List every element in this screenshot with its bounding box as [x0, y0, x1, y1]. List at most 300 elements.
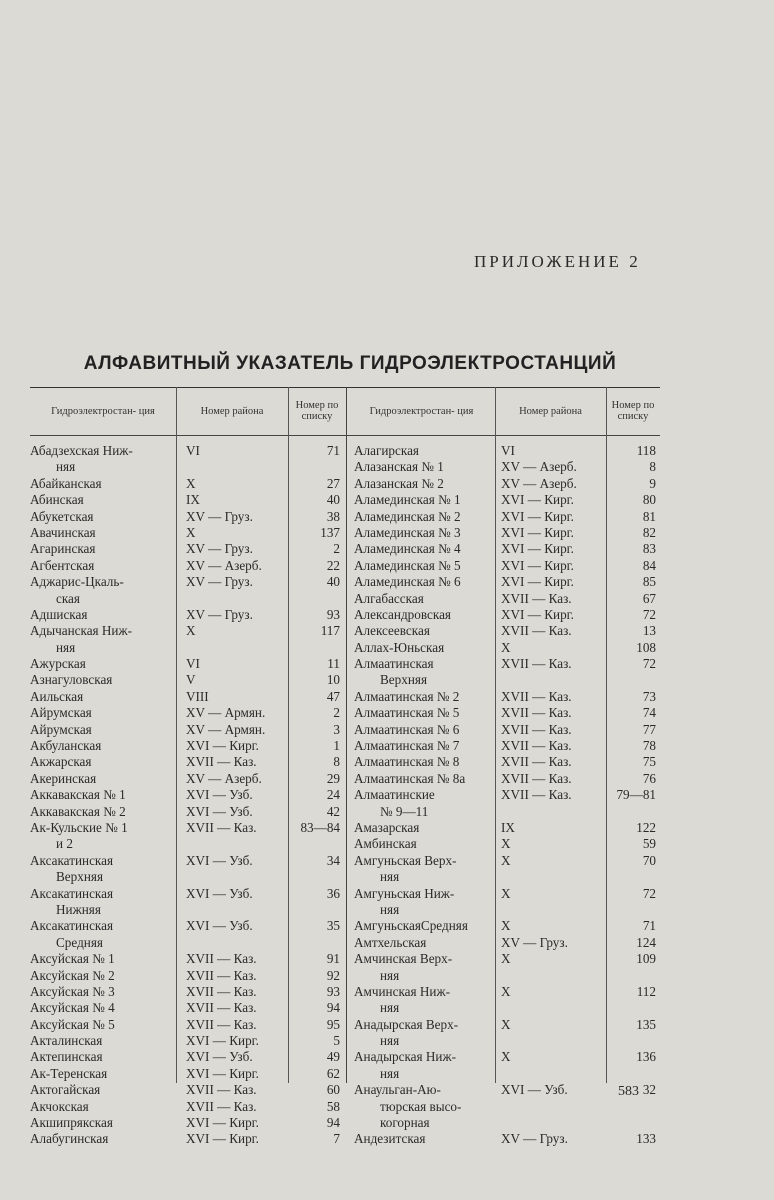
table-row [348, 689, 660, 705]
district-number: XVI — Кирг. [186, 1065, 259, 1081]
table-row [348, 541, 660, 557]
list-number: 137 [320, 524, 340, 540]
list-number: 108 [636, 639, 656, 655]
district-number: XVI — Кирг. [501, 606, 574, 622]
district-number: XV — Армян. [186, 721, 266, 737]
header-district-right: Номер района [519, 405, 582, 417]
table-row [348, 672, 660, 688]
district-number: X [186, 475, 196, 491]
station-name: Аксуйская № 2 [30, 967, 115, 983]
table-row [348, 640, 660, 656]
district-number: XVII — Каз. [501, 754, 572, 770]
table-row [348, 607, 660, 623]
table-row [348, 820, 660, 836]
district-number: XVI — Кирг. [501, 574, 574, 590]
table-row [30, 754, 346, 770]
table-row [30, 836, 346, 852]
station-name: Аламединская № 1 [354, 492, 461, 508]
station-name: Амчинская Ниж- [354, 983, 450, 999]
station-name: Анадырская Верх- [354, 1016, 459, 1032]
table-row [30, 525, 346, 541]
station-name: Актогайская [30, 1082, 101, 1098]
table-row [30, 607, 346, 623]
table-row [348, 1131, 660, 1147]
district-number: X [501, 885, 511, 901]
list-number: 93 [326, 983, 340, 999]
station-name: няя [56, 639, 76, 655]
table-row [30, 672, 346, 688]
table-row [348, 902, 660, 918]
station-name: няя [380, 901, 400, 917]
table-row [30, 689, 346, 705]
station-name: ская [56, 590, 80, 606]
station-name: Верхняя [380, 672, 428, 688]
list-number: 84 [642, 557, 656, 573]
table-row [348, 1066, 660, 1082]
table-row [348, 968, 660, 984]
district-number: X [501, 1016, 511, 1032]
table-row [348, 1017, 660, 1033]
station-name: Акшипрякская [30, 1115, 113, 1131]
list-number: 77 [642, 721, 656, 737]
list-number: 85 [642, 574, 656, 590]
district-number: XVII — Каз. [501, 787, 572, 803]
table-row [348, 836, 660, 852]
table-row [30, 1049, 346, 1065]
station-name: Абинская [30, 492, 84, 508]
district-number: X [501, 639, 511, 655]
table-row [30, 476, 346, 492]
list-number: 72 [642, 656, 656, 672]
table-row [348, 1000, 660, 1016]
header-station-left: Гидроэлектростан- ция [51, 405, 155, 417]
table-row [348, 984, 660, 1000]
station-name: няя [380, 967, 400, 983]
district-number: XVI — Узб. [186, 787, 253, 803]
station-name: Алмаатинская № 8 [354, 754, 460, 770]
list-number: 71 [326, 443, 340, 458]
station-name: Алагирская [354, 443, 419, 458]
district-number: XVI — Кирг. [501, 524, 574, 540]
station-name: Аджарис-Цкаль- [30, 574, 124, 590]
table-row [30, 918, 346, 934]
table-row [348, 459, 660, 475]
district-number: VI [186, 443, 200, 458]
district-number: X [501, 983, 511, 999]
station-name: № 9—11 [380, 803, 429, 819]
station-name: Алексеевская [354, 623, 430, 639]
list-number: 29 [326, 770, 340, 786]
station-name: Аксуйская № 4 [30, 1000, 115, 1016]
district-number: XVI — Узб. [186, 1049, 253, 1065]
table-row [30, 1115, 346, 1131]
list-number: 22 [326, 557, 340, 573]
station-name: Алмаатинские [354, 787, 435, 803]
station-name: Аккавакская № 1 [30, 787, 126, 803]
district-number: XVII — Каз. [501, 623, 572, 639]
list-number: 83 [642, 541, 656, 557]
district-number: VI [186, 656, 200, 672]
district-number: XVI — Кирг. [501, 508, 574, 524]
list-number: 58 [326, 1098, 340, 1114]
district-number: XV — Груз. [186, 606, 253, 622]
table-row [348, 574, 660, 590]
list-number: 124 [636, 934, 656, 950]
table-row [30, 574, 346, 590]
station-name: Амгуньская Верх- [354, 852, 457, 868]
district-number: XVII — Каз. [186, 754, 257, 770]
station-name: Акчокская [30, 1098, 89, 1114]
table-row [348, 1049, 660, 1065]
table-row [348, 1099, 660, 1115]
list-number: 7 [333, 1131, 340, 1147]
district-number: XVI — Кирг. [501, 557, 574, 573]
left-column-rows [30, 443, 346, 1148]
station-name: Аксуйская № 5 [30, 1016, 115, 1032]
list-number: 35 [326, 918, 340, 934]
station-name: Айрумская [30, 721, 92, 737]
station-name: Алмаатинская № 2 [354, 688, 460, 704]
list-number: 83—84 [300, 819, 340, 835]
station-name: Алмаатинская № 8а [354, 770, 466, 786]
district-number: XVII — Каз. [186, 967, 257, 983]
table-row [348, 705, 660, 721]
district-number: X [501, 951, 511, 967]
list-number: 38 [326, 508, 340, 524]
list-number: 78 [642, 738, 656, 754]
station-name: Акжарская [30, 754, 92, 770]
table-row [30, 787, 346, 803]
list-number: 72 [642, 885, 656, 901]
list-number: 92 [326, 967, 340, 983]
table-row [30, 935, 346, 951]
station-name: Ак-Теренская [30, 1065, 108, 1081]
station-name: Аксакатинская [30, 918, 114, 934]
list-number: 24 [326, 787, 340, 803]
table-row [348, 443, 660, 459]
table-row [30, 1066, 346, 1082]
district-number: XV — Груз. [501, 934, 568, 950]
table-row [348, 656, 660, 672]
district-number: XV — Армян. [186, 705, 266, 721]
station-name: Агаринская [30, 541, 96, 557]
table-row [348, 509, 660, 525]
list-number: 118 [636, 443, 656, 458]
district-number: V [186, 672, 196, 688]
station-name: Алазанская № 2 [354, 475, 444, 491]
district-number: XV — Азерб. [186, 557, 262, 573]
station-name: Анаульган-Аю- [354, 1082, 441, 1098]
list-number: 3 [333, 721, 340, 737]
station-name: Нижняя [56, 901, 101, 917]
station-name: Аксуйская № 1 [30, 951, 115, 967]
list-number: 8 [649, 459, 656, 475]
station-name: няя [380, 1033, 400, 1049]
station-name: Алабугинская [30, 1131, 109, 1147]
list-number: 76 [642, 770, 656, 786]
list-number: 8 [333, 754, 340, 770]
station-name: Амгуньская Ниж- [354, 885, 455, 901]
district-number: XVII — Каз. [501, 656, 572, 672]
district-number: XV — Груз. [501, 1131, 568, 1147]
header-district-left: Номер района [200, 405, 264, 417]
list-number: 32 [642, 1082, 656, 1098]
table-row [30, 968, 346, 984]
list-number: 122 [636, 819, 656, 835]
district-number: X [501, 836, 511, 852]
right-column-rows [348, 443, 660, 1148]
table-row [30, 820, 346, 836]
list-number: 9 [649, 475, 656, 491]
table-row [30, 509, 346, 525]
station-name: Аильская [30, 688, 84, 704]
table-row [30, 705, 346, 721]
list-number: 135 [636, 1016, 656, 1032]
table-row [30, 1131, 346, 1147]
station-name: Акеринская [30, 770, 97, 786]
page-title: АЛФАВИТНЫЙ УКАЗАТЕЛЬ ГИДРОЭЛЕКТРОСТАНЦИЙ [83, 353, 617, 374]
list-number: 60 [326, 1082, 340, 1098]
district-number: XVII — Каз. [186, 1098, 257, 1114]
list-number: 62 [326, 1065, 340, 1081]
table-row [30, 951, 346, 967]
station-name: Алмаатинская № 7 [354, 738, 460, 754]
district-number: XVII — Каз. [501, 770, 572, 786]
page-number: 583 [618, 1084, 639, 1099]
table-row [30, 722, 346, 738]
table-row [348, 754, 660, 770]
district-number: XVI — Кирг. [501, 541, 574, 557]
district-number: VIII [186, 688, 209, 704]
list-number: 59 [642, 836, 656, 852]
list-number: 73 [642, 688, 656, 704]
table-row [348, 1115, 660, 1131]
station-name: Аламединская № 5 [354, 557, 461, 573]
station-name: Абукетская [30, 508, 94, 524]
station-name: Аламединская № 2 [354, 508, 461, 524]
station-name: Азнагуловская [30, 672, 113, 688]
station-name: АмгуньскаяСредняя [354, 918, 468, 934]
district-number: XVII — Каз. [501, 590, 572, 606]
district-number: XVI — Узб. [186, 885, 253, 901]
station-name: Анадырская Ниж- [354, 1049, 456, 1065]
station-name: Александровская [354, 606, 451, 622]
list-number: 74 [642, 705, 656, 721]
district-number: XVI — Кирг. [501, 492, 574, 508]
table-row [348, 787, 660, 803]
table-row [30, 492, 346, 508]
list-number: 112 [636, 983, 656, 999]
station-name: Амчинская Верх- [354, 951, 453, 967]
district-number: XVI — Кирг. [186, 1033, 259, 1049]
station-name: Агбентская [30, 557, 95, 573]
list-number: 94 [326, 1115, 340, 1131]
list-number: 34 [326, 852, 340, 868]
table-row [30, 623, 346, 639]
district-number: XVI — Узб. [186, 918, 253, 934]
table-row [30, 1099, 346, 1115]
list-number: 2 [333, 541, 340, 557]
district-number: IX [501, 819, 515, 835]
list-number: 40 [326, 492, 340, 508]
table-row [348, 918, 660, 934]
table-row [30, 1033, 346, 1049]
station-name: Амбинская [354, 836, 417, 852]
table-row [348, 853, 660, 869]
table-row [348, 722, 660, 738]
table-row [30, 869, 346, 885]
district-number: XVII — Каз. [186, 1016, 257, 1032]
station-name: Акталинская [30, 1033, 103, 1049]
table-row [30, 1082, 346, 1098]
table-row [348, 525, 660, 541]
table-row [30, 886, 346, 902]
station-name: Акбуланская [30, 738, 102, 754]
list-number: 36 [326, 885, 340, 901]
station-name: Аламединская № 3 [354, 524, 461, 540]
column-divider-center [346, 387, 347, 1083]
station-name: няя [380, 1065, 400, 1081]
table-row [30, 459, 346, 475]
list-number: 80 [642, 492, 656, 508]
table-row [348, 558, 660, 574]
station-name: Аксакатинская [30, 885, 114, 901]
station-name: Адычанская Ниж- [30, 623, 132, 639]
station-name: няя [56, 459, 76, 475]
list-number: 117 [320, 623, 340, 639]
station-name: Абадзехская Ниж- [30, 443, 133, 458]
station-name: Андезитская [354, 1131, 426, 1147]
table-row [30, 902, 346, 918]
header-list-number-left: Номер по списку [295, 400, 339, 422]
list-number: 27 [326, 475, 340, 491]
district-number: XVII — Каз. [501, 705, 572, 721]
list-number: 94 [326, 1000, 340, 1016]
list-number: 10 [326, 672, 340, 688]
table-row [348, 1033, 660, 1049]
station-name: Амтхельская [354, 934, 427, 950]
district-number: IX [186, 492, 200, 508]
list-number: 93 [326, 606, 340, 622]
district-number: XVII — Каз. [501, 688, 572, 704]
district-number: XVI — Узб. [186, 852, 253, 868]
district-number: XVII — Каз. [501, 721, 572, 737]
district-number: X [501, 1049, 511, 1065]
table-row [348, 738, 660, 754]
district-number: XVII — Каз. [186, 951, 257, 967]
station-name: Алазанская № 1 [354, 459, 444, 475]
list-number: 2 [333, 705, 340, 721]
station-name: няя [380, 1000, 400, 1016]
district-number: X [186, 623, 196, 639]
table-row [348, 771, 660, 787]
list-number: 95 [326, 1016, 340, 1032]
station-name: Алгабасская [354, 590, 424, 606]
station-name: и 2 [56, 836, 73, 852]
table-row [30, 656, 346, 672]
list-number: 40 [326, 574, 340, 590]
list-number: 70 [642, 852, 656, 868]
list-number: 133 [636, 1131, 656, 1147]
list-number: 13 [642, 623, 656, 639]
list-number: 91 [326, 951, 340, 967]
district-number: X [501, 852, 511, 868]
table-row [348, 623, 660, 639]
district-number: XV — Азерб. [186, 770, 262, 786]
station-name: Аксакатинская [30, 852, 114, 868]
table-row [30, 591, 346, 607]
district-number: XVII — Каз. [186, 1082, 257, 1098]
district-number: XVII — Каз. [501, 738, 572, 754]
station-name: Аксуйская № 3 [30, 983, 115, 999]
district-number: XV — Азерб. [501, 459, 577, 475]
list-number: 71 [642, 918, 656, 934]
station-name: Авачинская [30, 524, 96, 540]
station-name: Средняя [56, 934, 103, 950]
table-row [30, 1000, 346, 1016]
district-number: XVII — Каз. [186, 819, 257, 835]
station-name: Аламединская № 4 [354, 541, 461, 557]
list-number: 47 [326, 688, 340, 704]
district-number: X [501, 918, 511, 934]
list-number: 5 [333, 1033, 340, 1049]
table-row [30, 640, 346, 656]
district-number: XV — Груз. [186, 541, 253, 557]
table-row [30, 738, 346, 754]
station-name: няя [380, 869, 400, 885]
station-name: Амазарская [354, 819, 420, 835]
district-number: XVI — Узб. [186, 803, 253, 819]
station-name: Алмаатинская [354, 656, 434, 672]
header-station-right: Гидроэлектростан- ция [369, 405, 474, 417]
list-number: 75 [642, 754, 656, 770]
station-name: Актепинская [30, 1049, 103, 1065]
table-row [348, 476, 660, 492]
list-number: 72 [642, 606, 656, 622]
list-number: 79—81 [616, 787, 656, 803]
station-name: тюрская высо- [380, 1098, 462, 1114]
station-name: Аллах-Юньская [354, 639, 445, 655]
district-number: X [186, 524, 196, 540]
station-name: Ажурская [30, 656, 86, 672]
list-number: 81 [642, 508, 656, 524]
list-number: 42 [326, 803, 340, 819]
table-row [30, 771, 346, 787]
district-number: XV — Азерб. [501, 475, 577, 491]
table-row [348, 591, 660, 607]
table-row [348, 935, 660, 951]
station-name: Верхняя [56, 869, 104, 885]
table-row [348, 951, 660, 967]
list-number: 109 [636, 951, 656, 967]
station-name: когорная [380, 1115, 430, 1131]
list-number: 49 [326, 1049, 340, 1065]
district-number: XVI — Кирг. [186, 1115, 259, 1131]
district-number: XVII — Каз. [186, 983, 257, 999]
appendix-label: ПРИЛОЖЕНИЕ 2 [474, 252, 641, 271]
table-header-rule [30, 435, 660, 436]
list-number: 136 [636, 1049, 656, 1065]
district-number: XVII — Каз. [186, 1000, 257, 1016]
table-row [30, 558, 346, 574]
district-number: XV — Груз. [186, 508, 253, 524]
station-name: Ак-Кульские № 1 [30, 819, 128, 835]
station-name: Айрумская [30, 705, 92, 721]
table-row [30, 984, 346, 1000]
list-number: 82 [642, 524, 656, 540]
table-row [348, 492, 660, 508]
station-name: Аккавакская № 2 [30, 803, 126, 819]
